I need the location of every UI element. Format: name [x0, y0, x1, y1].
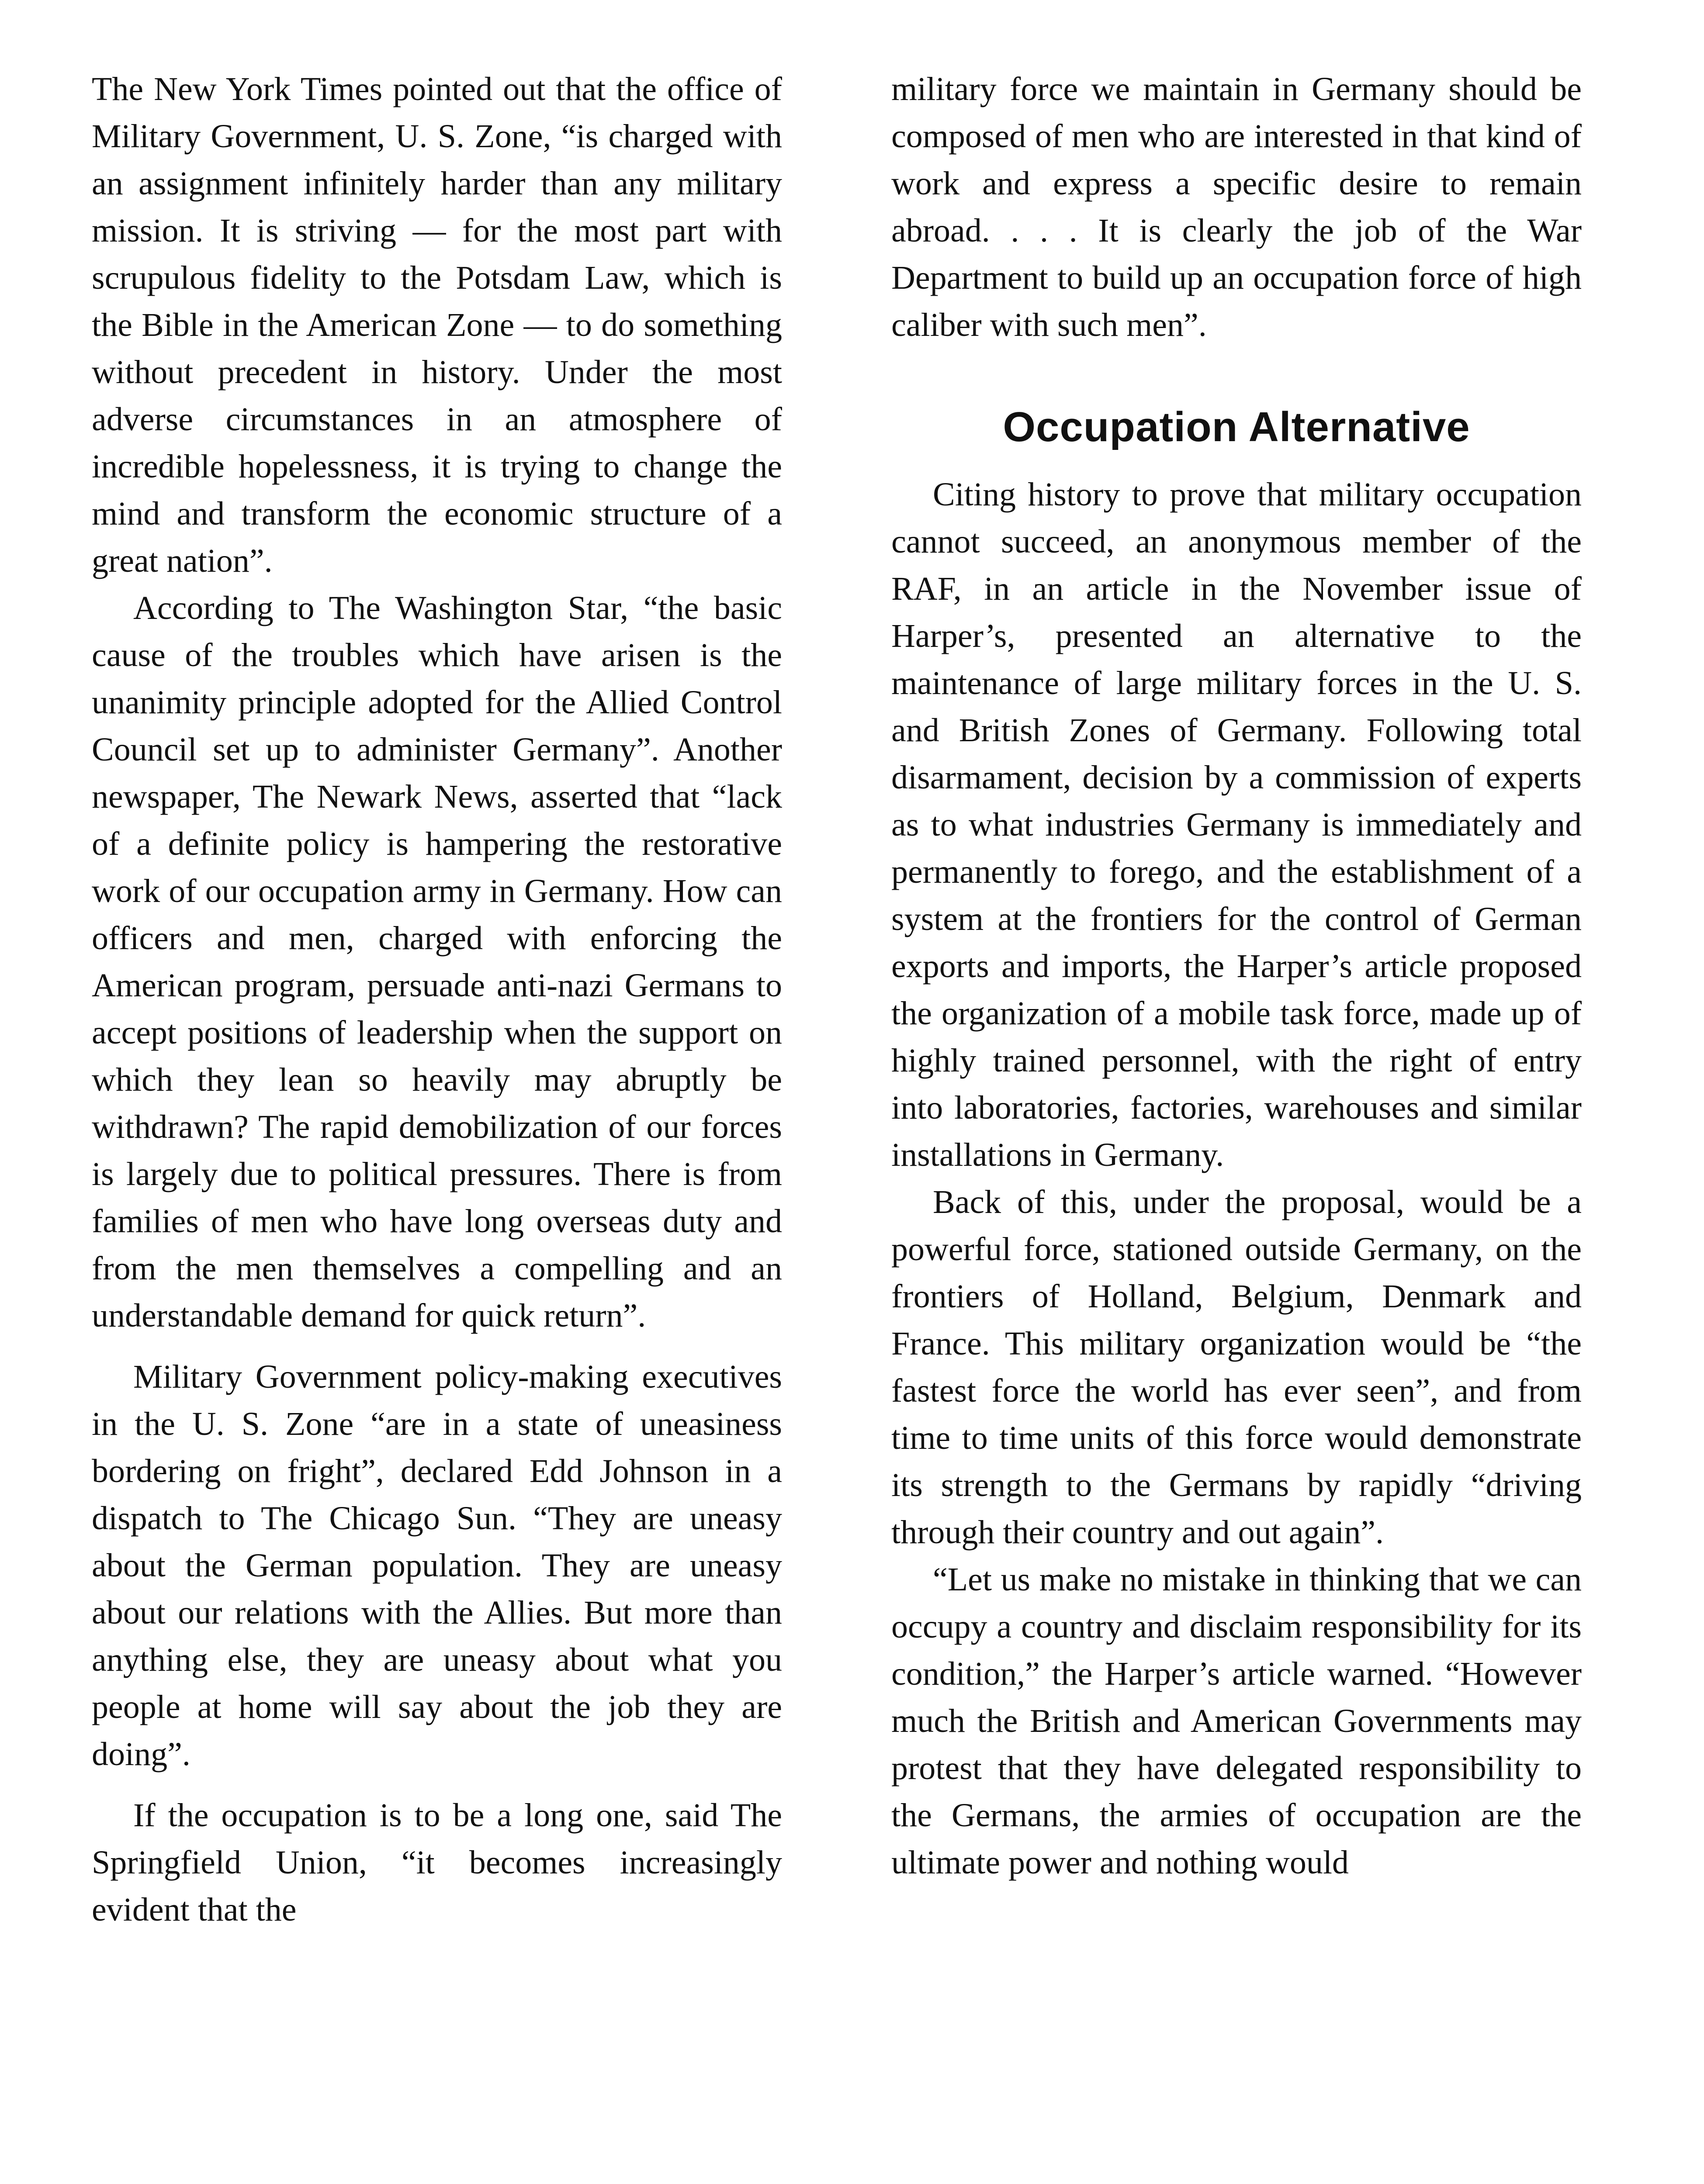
paragraph-edd-johnson: Military Government policy-making executives in the U. S. Zone “are in a state of uneasiness bordering on fright”, declared Edd Johnson in a dispatch to The Chicago Sun. “They are uneasy about the German population. They are uneasy about our relations with the Allies. But more than anything else, they are uneasy about what you people at home will say about the job they are doing”.	[92, 1358, 782, 1773]
paragraph-washington-star: According to The Washington Star, “the basic cause of the troubles which have arisen is the unanimity principle adopted for the Allied Control Council set up to administer Germany”. Another newspaper, The Newark News, asserted that “lack of a definite policy is hampering the restorative work of our occupation army in Germany. How can officers and men, charged with enforcing the American program, persuade anti-nazi Germans to accept positions of leadership when the support on which they lean so heavily may abruptly be withdrawn? The rapid demobilization of our forces is largely due to political pressures. There is from families of men who have long overseas duty and from the men themselves a compelling and an understandable demand for quick return”.	[92, 590, 782, 1334]
section-heading: Occupation Alternative	[1003, 404, 1470, 450]
paragraph-springfield-union: If the occupation is to be a long one, said The Springfield Union, “it becomes increasingly evident that the	[92, 1797, 782, 1928]
paragraph-continued-quote: military force we maintain in Germany should be composed of men who are interested in that kind of work and express a specific desire to remain abroad. . . . It is clearly the job of the War Department to build up an occupation force of high caliber with such men”.	[891, 71, 1582, 343]
paragraph-new-york-times: The New York Times pointed out that the office of Military Government, U. S. Zone, “is charged with an assignment infinitely harder than any military mission. It is striving — for the most part with scrupulous fidelity to the Potsdam Law, which is the Bible in the American Zone — to do something without precedent in history. Under the most adverse circumstances in an atmosphere of incredible hopelessness, it is trying to change the mind and transform the economic structure of a great nation”.	[92, 71, 782, 579]
left-column	[92, 66, 782, 1933]
paragraph-powerful-force: Back of this, under the proposal, would be a powerful force, stationed outside Germany, on the frontiers of Holland, Belgium, Denmark and France. This military organization would be “the fastest force the world has ever seen”, and from time to time units of this force would demonstrate its strength to the Germans by rapidly “driving through their country and out again”.	[891, 1184, 1582, 1551]
paragraph-harpers-alternative: Citing history to prove that military occupation cannot succeed, an anonymous member of the RAF, in an article in the November issue of Harper’s, presented an alternative to the maintenance of large military forces in the U. S. and British Zones of Germany. Following total disarmament, decision by a commission of experts as to what industries Germany is immediately and permanently to forego, and the establishment of a system at the frontiers for the control of German exports and imports, the Harper’s article proposed the organization of a mobile task force, made up of highly trained personnel, with the right of entry into laboratories, factories, warehouses and similar installations in Germany.	[891, 476, 1582, 1173]
paragraph-harpers-warning: “Let us make no mistake in thinking that we can occupy a country and disclaim responsibility for its condition,” the Harper’s article warned. “However much the British and American Governments may protest that they have delegated responsibility to the Germans, the armies of occupation are the ultimate power and nothing would	[891, 1561, 1582, 1881]
right-column	[891, 66, 1582, 1886]
